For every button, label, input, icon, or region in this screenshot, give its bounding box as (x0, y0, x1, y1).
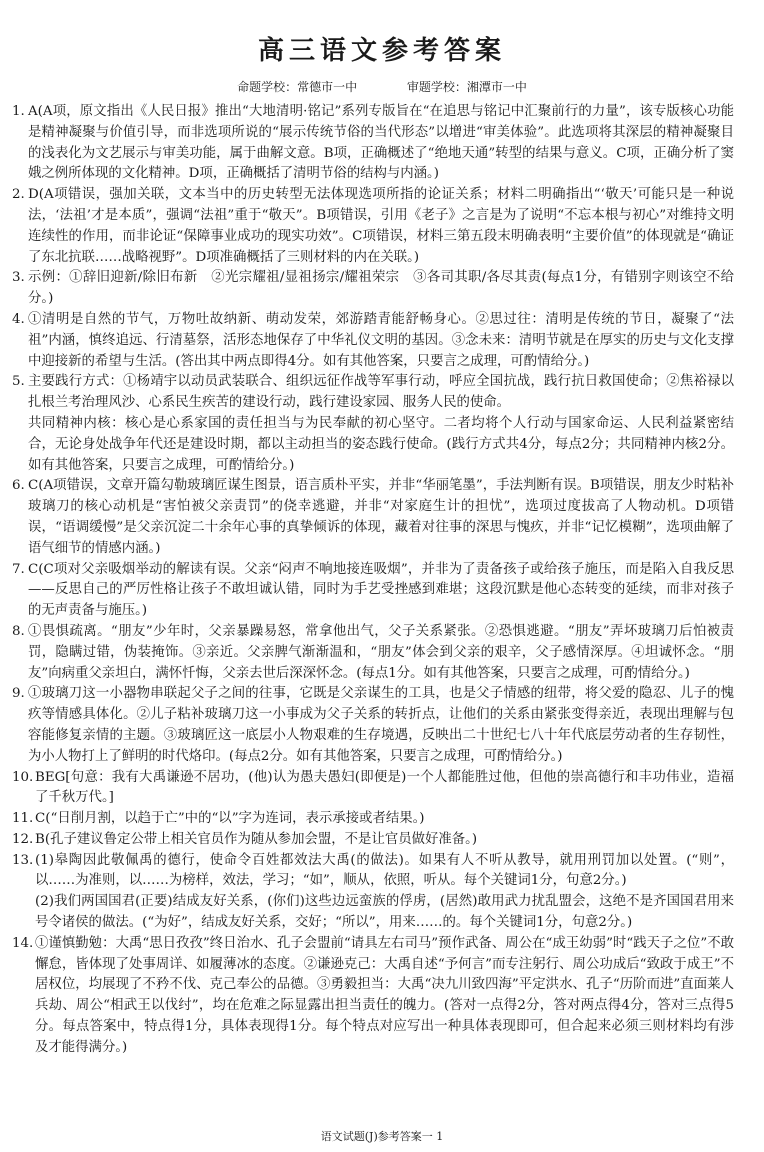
answer-item-13: 13. (1)皋陶因此敬佩禹的德行，使命令百姓都效法大禹(的做法)。如果有人不听从教导，就用刑罚加以处置。(“则”，以……为准则，以……为榜样，效法，学习；“如”，顺从，依照，听从。每个关键词1分，句意2分。) (2)我们两国国君(正要)结成友好关系，(你们)这些边远蛮族的俘虏，(居然)敢用武力扰乱盟会，这绝不是齐国国君用来号令诸侯的做法。(“为好”，结成友好关系，交好；“所以”，用来……的。每个关键词1分，句意2分。) (12, 852, 734, 931)
answer-item-12: 12. B(孔子建议鲁定公带上相关官员作为随从参加会盟，不是让官员做好准备。) (12, 831, 478, 847)
answer-item-14: 14. ①谨慎勤勉：大禹“思日孜孜”终日治水、孔子会盟前“请具左右司马”预作武备、周公在“成王幼弱”时“践天子之位”不敢懈怠，皆体现了处事周详、如履薄冰的态度。②谦逊克己：大禹自述“予何言”而专注躬行、周公功成后“致政于成王”不居权位，均展现了不矜不伐、克己奉公的品德。③勇毅担当：大禹“决九川致四海”平定洪水、孔子“历阶而进”直面莱人兵劫、周公“相武王以伐纣”，均在危难之际显露出担当责任的魄力。(答对一点得2分，答对两点得4分，答对三点得5分。每点答案中，特点得1分，具体表现得1分。每个特点对应写出一种具体表现即可，但合起来必须三则材料均有涉及才能得满分。) (12, 935, 734, 1055)
answer-item-8: 8. ①畏惧疏离。“朋友”少年时，父亲暴躁易怒，常拿他出气，父子关系紧张。②恐惧逃避。“朋友”弄坏玻璃刀后怕被责罚，隐瞒过错，伪装掩饰。③亲近。父亲脾气渐渐温和，“朋友”体会到父亲的艰辛，父子感情深厚。④坦诚怀念。“朋友”向病重父亲坦白，满怀忏悔，父亲去世后深深怀念。(每点1分。如有其他答案，只要言之成理，可酌情给分。) (12, 623, 734, 681)
reviewer-school: 审题学校：湘潭市一中 (406, 80, 527, 94)
answer-item-11: 11. C(“日削月割，以趋于亡”中的“以”字为连词，表示承接或者结果。) (12, 811, 425, 827)
answer-item-5: 5. 主要践行方式：①杨靖宇以动员武装联合、组织远征作战等军事行动，呼应全国抗战，践行抗日救国使命；②焦裕禄以扎根兰考治理风沙、心系民生疾苦的建设行动，践行建设家园、服务人民的使命。 共同精神内核：核心是心系家国的责任担当与为民奉献的初心坚守。二者均将个人行动与国家命运、人民利益紧密结合，无论身处战争年代还是建设时期，都以主动担当的姿态践行使命。(践行方式共4分，每点2分；共同精神内核2分。如有其他答案，只要言之成理，可酌情给分。) (12, 374, 734, 473)
answer-list (12, 102, 734, 1059)
answer-item-9: 9. ①玻璃刀这一小器物串联起父子之间的往事，它既是父亲谋生的工具，也是父子情感的纽带，将父爱的隐忍、儿子的愧疚等情感具体化。②儿子粘补玻璃刀这一小事成为父子关系的转折点，让他们的关系由紧张变得亲近，表现出理解与包容能修复亲情的主题。③玻璃匠这一底层小人物艰难的生存境遇，反映出二十世纪七八十年代底层劳动者的生存韧性，为小人物打上了鲜明的时代烙印。(每点2分。如有其他答案，只要言之成理，可酌情给分。) (12, 686, 734, 764)
answer-item-10: 10. BEG[句意：我有大禹谦逊不居功，(他)认为愚夫愚妇(即便是)一个人都能胜过他，但他的崇高德行和丰功伟业，造福了千秋万代。] (12, 769, 734, 806)
answer-item-2: 2. D(A项错误，强加关联，文本当中的历史转型无法体现选项所指的论证关系；材料二明确指出“‘敬天’可能只是一种说法，‘法祖’才是本质”，强调“法祖”重于“敬天”。B项错误，引用《老子》之言是为了说明“不忘本根与初心”对维持文明连续性的作用，而非论证“保障事业成功的现实功效”。C项错误，材料三第五段末明确表明“主要价值”的体现就是“确证了东北抗联……战略视野”。D项准确概括了三则材料的内在关联。) (12, 187, 734, 265)
answer-item-6: 6. C(A项错误，文章开篇勾勒玻璃匠谋生图景，语言质朴平实，并非“华丽笔墨”，手法判断有误。B项错误，朋友少时粘补玻璃刀的核心动机是“害怕被父亲责罚”的侥幸逃避，并非“对家庭生计的担忧”，选项过度拔高了人物动机。D项错误，“语调缓慢”是父亲沉淀二十余年心事的真挚倾诉的体现，藏着对往事的深思与愧疚，并非“记忆模糊”，选项曲解了语气细节的情感内涵。) (12, 478, 734, 556)
answer-item-4: 4. ①清明是自然的节气，万物吐故纳新、萌动发荣，郊游踏青能舒畅身心。②思过往：清明是传统的节日，凝聚了“法祖”内涵，慎终追远、行清墓祭，活形态地保存了中华礼仪文明的基因。③念未来：清明节就是在厚实的历史与文化支撑中迎接新的希望与生活。(答出其中两点即得4分。如有其他答案，只要言之成理，可酌情给分。) (12, 311, 734, 369)
answer-item-7: 7. C(C项对父亲吸烟举动的解读有误。父亲“闷声不响地接连吸烟”，并非为了责备孩子或给孩子施压，而是陷入自我反思——反思自己的严厉性格让孩子不敢坦诚认错，同时为手艺受挫感到难堪；这段沉默是他心态转变的延续，而非对孩子的无声责备与施压。) (12, 561, 734, 619)
school-credits (0, 78, 764, 95)
setter-school: 命题学校：常德市一中 (237, 80, 358, 94)
answer-item-1: 1. A(A项，原文指出《人民日报》推出“大地清明·铭记”系列专版旨在“在追思与铭记中汇聚前行的力量”，该专版核心功能是精神凝聚与价值引导，而非选项所说的“展示传统节俗的当代形态”以增进“审美体验”。此选项将其深层的精神凝聚目的浅表化为文艺展示与审美功能，属于曲解文意。B项，正确概述了“绝地天通”转型的结果与意义。C项，正确分析了窦娥之例所体现的文化精神。D项，正确概括了清明节俗的结构与内涵。) (12, 104, 734, 182)
answer-item-3: 3. 示例：①辞旧迎新/除旧布新 ②光宗耀祖/显祖扬宗/耀祖荣宗 ③各司其职/各尽其责(每点1分，有错别字则该空不给分。) (12, 270, 734, 307)
page-footer: 语文试题(J)参考答案一 1 (320, 1130, 444, 1143)
page-title: 高三语文参考答案 (257, 36, 506, 66)
